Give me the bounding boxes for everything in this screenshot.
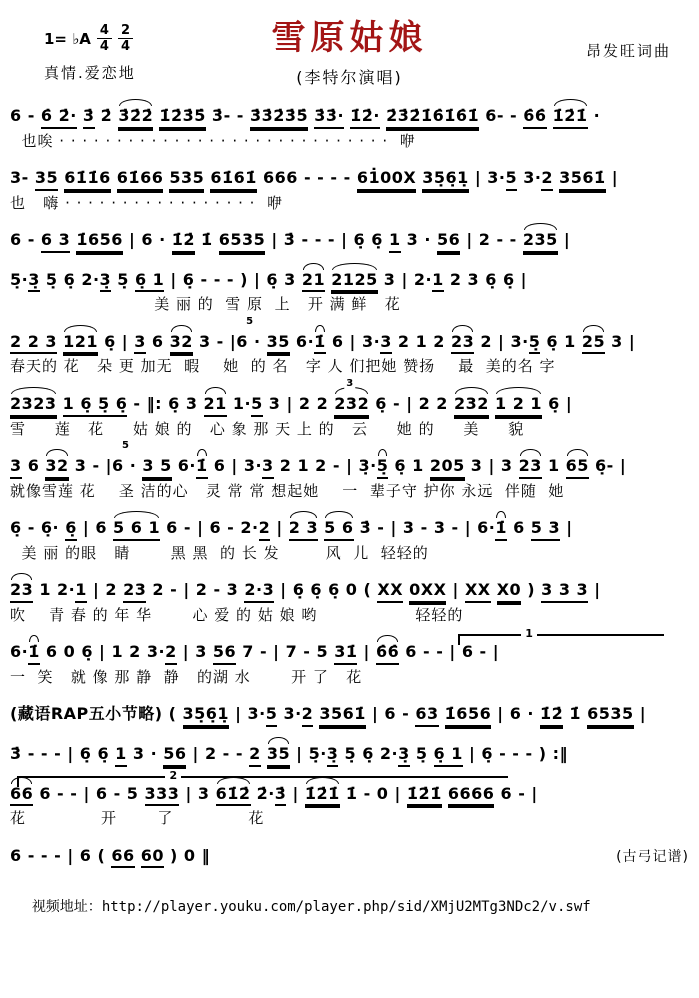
notation-segment: 6̣ 1	[135, 269, 164, 293]
notation-segment: 2̇	[94, 106, 119, 125]
notation-segment: 2 - | 2 - 3	[146, 580, 245, 600]
notation-segment: 235	[523, 229, 558, 253]
notation-segment: 3̇2̇2̇	[118, 105, 153, 129]
score-system	[10, 768, 689, 829]
notation-segment: 3 | 3	[464, 456, 519, 476]
notation-segment: 3̇ - - - | 6̣ 6̣	[10, 744, 116, 764]
notation-segment: XX	[465, 579, 491, 603]
notation-segment: 6	[145, 331, 170, 351]
time-signature-2-denominator: 4	[120, 39, 131, 54]
notation-segment: | 6 -	[365, 704, 416, 724]
score-system	[10, 220, 689, 253]
notation-segment: 6·	[10, 642, 29, 662]
notation-segment: |	[560, 518, 573, 538]
notation-segment: 1̇	[563, 704, 588, 724]
lyrics-line: 美 丽 的眼 睛 黑 黑 的 长 发 风 儿 轻轻的	[10, 543, 429, 562]
notation-segment: 35	[35, 167, 58, 191]
notation-segment: 5	[251, 393, 263, 417]
notation-segment: 63	[415, 703, 438, 727]
notation-segment: 66	[111, 845, 134, 869]
notation-segment: | 3	[176, 642, 213, 662]
notation-segment: 1̇	[314, 331, 326, 355]
notation-line	[10, 315, 689, 355]
notation-segment: 6 - |	[494, 783, 538, 803]
notation-segment: 5̣	[111, 269, 135, 289]
notation-segment: 61̇2̇	[216, 783, 251, 807]
notation-segment: 25	[582, 331, 605, 355]
score-system	[10, 440, 689, 501]
notation-segment: 3 | 2 2	[262, 393, 335, 413]
notation-segment: 3 - |	[68, 456, 113, 476]
score-system	[10, 377, 689, 439]
notation-segment: 35	[267, 743, 290, 767]
notation-segment: 6 -	[10, 230, 41, 250]
notation-segment: 1̇ - 0 |	[339, 783, 407, 803]
notation-segment: 1	[432, 269, 444, 293]
notation-segment: 5 3	[531, 517, 560, 541]
notation-segment: 2	[165, 641, 177, 665]
notation-segment: 2 1 2 - | 3̣·	[273, 456, 377, 476]
notation-segment: 2323	[10, 393, 57, 417]
notation-segment: 6̣- |	[588, 456, 627, 476]
notation-segment: XX	[377, 579, 403, 603]
notation-segment: 2	[541, 167, 553, 191]
notation-segment: 1̇656	[445, 703, 492, 727]
notation-segment: 23	[10, 579, 33, 603]
notation-segment: 6 -	[10, 106, 41, 125]
score-lines	[0, 96, 699, 868]
notation-segment: 56	[163, 743, 186, 767]
notation-segment: 2	[249, 743, 261, 767]
notation-segment: 1̇2̇	[540, 703, 563, 727]
notation-segment: 5̣ 6̣ 2·	[338, 744, 399, 764]
notation-line	[10, 96, 689, 129]
notation-segment: 23	[519, 455, 542, 479]
notation-segment: 1·	[226, 393, 252, 413]
notation-segment: - ‖: 6̣ 3	[127, 393, 204, 413]
notation-segment: 6535	[219, 229, 266, 253]
notation-segment: 3 5	[142, 455, 171, 479]
score-system	[10, 508, 689, 563]
notation-segment: 6̣ 1	[434, 743, 463, 767]
notation-segment: | 3·	[468, 168, 506, 188]
notation-segment: 6 | 3·	[325, 331, 381, 351]
notation-segment: 3·	[277, 704, 302, 724]
notation-segment: |	[270, 518, 289, 538]
notation-segment: 3 3 3	[541, 579, 588, 603]
notation-segment: 3̇	[275, 783, 287, 807]
notation-segment: | 3̇ - - - | 6̣ 6̣	[265, 230, 389, 250]
notation-segment: 1	[115, 743, 127, 767]
notation-segment: 6̣ - | 2 2	[369, 393, 455, 413]
notation-segment: 1̇656	[76, 229, 123, 253]
notation-segment: 3 |	[605, 331, 636, 351]
notation-segment: 3561̇	[319, 703, 366, 727]
notation-segment: 6̣	[65, 517, 77, 541]
lyrics-line: 美 丽 的 雪 原 上 开 满 鲜 花	[10, 295, 401, 314]
notation-segment: 0XX	[409, 579, 446, 603]
notation-segment: 56	[437, 229, 460, 253]
key-label: 1= ♭A	[44, 29, 91, 48]
video-address	[14, 880, 699, 932]
ending-bracket-label: 2	[165, 770, 181, 781]
notation-segment: 6	[21, 456, 46, 476]
expression-marking: 真情.爱恋地	[44, 64, 136, 82]
ending-bracket-2	[17, 768, 508, 787]
notation-segment: 6̣ |	[98, 331, 135, 351]
notation-segment: 5̣	[377, 455, 389, 479]
notation-segment: 232	[454, 393, 489, 417]
notation-segment: 1̇2̇1̇	[553, 105, 588, 129]
notation-segment: 2125	[331, 269, 378, 293]
notation-segment: 7 - | 7 - 5	[236, 642, 335, 662]
ending-bracket-label: 1	[521, 628, 537, 639]
notation-segment: 5 6 1	[113, 517, 160, 541]
notation-segment: 5̣	[409, 744, 434, 764]
notation-segment: 1	[389, 229, 401, 253]
notation-segment: 2 | 3·	[474, 331, 529, 351]
notation-segment: | 6̣ 6̣ 6̣ 0 (	[274, 580, 378, 600]
composer-credit: 昂发旺词曲	[585, 42, 671, 60]
notation-segment: 3̇	[83, 105, 95, 129]
notation-segment: 6̣ 1	[540, 331, 582, 351]
notation-segment: 535	[169, 167, 204, 191]
score-system	[10, 158, 689, 213]
notation-line	[10, 440, 689, 479]
song-title: 雪原姑娘	[271, 18, 428, 58]
notation-segment: 666 - - - -	[256, 168, 357, 188]
notation-segment: 3̣	[28, 269, 40, 293]
notation-small-number: 3	[346, 377, 354, 389]
notation-segment: 61̇00X	[357, 167, 416, 191]
notation-segment: 6- -	[479, 106, 524, 125]
notation-segment: 2	[302, 703, 314, 727]
notation-segment: 6̇6̇	[376, 641, 399, 665]
notation-segment: 2̇3̇2̇1̇6̇1̇6̇1̇	[386, 105, 479, 129]
notation-segment: 333	[145, 783, 180, 807]
score-header	[0, 0, 699, 96]
notation-segment: |	[588, 580, 601, 600]
notation-segment: 5 6	[324, 517, 353, 541]
notation-segment: 3 ·	[126, 744, 164, 764]
notation-segment: 1	[75, 579, 87, 603]
notation-line	[10, 734, 689, 767]
notation-segment: 6	[507, 518, 531, 538]
notation-segment: |	[557, 230, 571, 250]
notation-segment: 6̣ - 6̣·	[10, 518, 66, 538]
notation-segment: | 2 - -	[460, 230, 523, 250]
notation-segment: 2 3	[289, 517, 318, 541]
notation-line	[10, 836, 689, 869]
notation-segment: | 6 ·	[491, 704, 541, 724]
score-system	[10, 315, 689, 377]
notation-segment: 1̇	[28, 641, 40, 665]
notation-segment: 5	[506, 167, 518, 191]
notation-segment: |	[633, 704, 647, 724]
lyrics-line: 吹 青 春 的 年 华 心 爱 的 姑 娘 哟 轻轻的	[10, 605, 464, 624]
notation-line	[10, 220, 689, 253]
notation-annotation: (古弓记谱)	[616, 848, 689, 865]
notation-segment: 6535	[587, 703, 634, 727]
notation-segment: 5̣ 6̣ 2·	[39, 269, 100, 289]
notation-segment: | 3	[179, 783, 216, 803]
notation-segment: 3̣	[327, 743, 339, 767]
notation-segment: 32	[45, 455, 68, 479]
notation-segment: 31̇	[334, 641, 357, 665]
notation-segment: 6 | 3·	[207, 456, 263, 476]
notation-segment: 61̇1̇6	[64, 167, 111, 191]
notation-segment: | 5̣·	[290, 744, 327, 764]
lyrics-line: 花 开 了 花	[10, 809, 265, 828]
notation-segment: 2 2 3	[10, 331, 57, 355]
notation-segment: | 2	[86, 580, 124, 600]
time-signature-1-numerator: 4	[97, 24, 112, 39]
notation-segment: 6̇ 2̇·	[41, 105, 77, 129]
notation-line	[10, 260, 689, 293]
notation-segment: 6̣ |	[542, 393, 573, 413]
notation-segment: |	[286, 783, 305, 803]
score-system	[10, 570, 689, 625]
notation-segment: |	[446, 580, 465, 600]
notation-segment: 3 | 2·	[377, 269, 433, 289]
score-system	[10, 694, 689, 727]
notation-segment: 2̇·	[250, 783, 275, 803]
video-address-label: 视频地址：	[31, 899, 102, 916]
score-system	[10, 260, 689, 315]
notation-segment: |	[605, 168, 619, 188]
notation-segment: 6666	[448, 783, 495, 807]
notation-segment: X0	[497, 579, 521, 603]
lyrics-line: 雪 莲 花 姑 娘 的 心 象 那 天 上 的 云 她 的 美 貌	[10, 419, 525, 438]
video-url: http://player.youku.com/player.php/sid/XMjU2MTg3NDc2/v.swf	[101, 899, 591, 916]
notation-segment: | 6	[76, 518, 114, 538]
notation-segment: 56	[213, 641, 236, 665]
notation-segment: 3-	[10, 168, 35, 188]
notation-segment: 6 · 5	[236, 315, 267, 351]
notation-segment: ) 0 ‖	[163, 845, 211, 865]
score-system	[10, 96, 689, 151]
time-signature-1-denominator: 4	[99, 39, 109, 54]
notation-line	[10, 508, 689, 541]
notation-segment: | 6̣ - - - ) | 6̣ 3	[164, 269, 302, 289]
notation-segment: 5	[266, 703, 278, 727]
notation-segment: 5̣·	[10, 269, 29, 289]
notation-segment: 3̇3̇·	[314, 105, 344, 129]
notation-segment: 6 - - - | 6 (	[10, 845, 112, 865]
notation-segment: 23	[451, 331, 474, 355]
notation-segment: 35̣6̣1̣	[422, 167, 469, 191]
notation-segment: 65	[566, 455, 589, 479]
notation-segment: 6̇6̇	[523, 105, 546, 129]
notation-segment: 6 · 5	[112, 440, 143, 476]
notation-segment: 5̣	[529, 331, 541, 355]
notation-small-number: 5	[121, 440, 130, 452]
lyrics-line: 就像雪莲 花 圣 洁的心 灵 常 常 想起她 一 辈子守 护你 永远 伴随 她	[10, 481, 565, 500]
notation-segment: 3 ·	[400, 230, 437, 250]
notation-segment: 232 3	[334, 393, 369, 417]
notation-segment: 3	[380, 331, 392, 355]
notation-segment: 61̇61̇	[210, 167, 257, 191]
notation-segment: 2 1 2	[391, 331, 452, 351]
notation-line	[10, 694, 689, 727]
notation-segment: 2	[259, 517, 271, 541]
notation-segment: 6 0 6̣ | 1 2 3·	[39, 642, 166, 662]
notation-segment: ·	[587, 106, 601, 125]
notation-segment: 1 2·	[33, 580, 76, 600]
notation-segment: 1̇2̇3̇5̇	[159, 105, 206, 129]
notation-segment: 1̇2̇1̇	[407, 783, 442, 807]
notation-line	[10, 377, 689, 417]
notation-segment: 2 3 6̣ 6̣ |	[443, 269, 527, 289]
notation-segment: | 6 ·	[122, 230, 172, 250]
notation-line	[10, 570, 689, 603]
notation-segment: 66	[10, 783, 33, 807]
notation-segment: 6 3	[41, 229, 70, 253]
notation-segment: 3̣	[398, 743, 410, 767]
notation-segment: 205	[430, 455, 465, 479]
notation-segment: 3̇- -	[205, 106, 250, 125]
time-signature-2-numerator: 2	[118, 24, 133, 39]
notation-segment: | 6̣ - - - ) :‖	[462, 744, 568, 764]
notation-segment: 1̇2̇	[172, 229, 195, 253]
notation-segment: 121	[63, 331, 98, 355]
notation-segment: )	[521, 580, 542, 600]
notation-segment: 1̇	[196, 455, 208, 479]
notation-segment: 60	[141, 845, 164, 869]
notation-segment: 3	[10, 455, 22, 479]
notation-segment: |	[357, 642, 376, 662]
notation-segment: 6·	[289, 331, 315, 351]
notation-segment: (藏语RAP五小节略) (	[10, 704, 183, 724]
notation-segment: 32	[170, 331, 193, 355]
notation-segment: 3561̇	[559, 167, 606, 191]
score-system	[10, 627, 689, 687]
notation-segment: 35	[267, 331, 290, 355]
notation-segment: 61̇66	[117, 167, 164, 191]
notation-segment: 1	[541, 456, 566, 476]
notation-segment: 21	[302, 269, 325, 293]
notation-segment: 3	[134, 331, 146, 355]
notation-segment: 1̇2̇·	[350, 105, 380, 129]
notation-segment: 1 2 1	[495, 393, 542, 417]
ending-bracket-1	[458, 627, 664, 645]
notation-segment: 3̇3̇2̇3̇5̇	[250, 105, 308, 129]
notation-segment: 1 6̣ 5̣ 6̣	[63, 393, 128, 417]
notation-segment: 3̣	[100, 269, 112, 293]
notation-segment: 6·	[171, 456, 196, 476]
lyrics-line: 一 笑 就 像 那 静 静 的湖 水 开 了 花	[10, 667, 363, 686]
notation-segment: 6 - - | 6 - 5	[33, 783, 145, 803]
notation-segment: 2·3	[244, 579, 274, 603]
notation-segment: 3 - |	[192, 331, 237, 351]
notation-segment: 1̇	[194, 230, 219, 250]
notation-segment: 3̇ - | 3 - 3 - | 6·	[353, 518, 496, 538]
notation-segment: 23	[123, 579, 146, 603]
lyrics-line: 春天的 花 朵 更 加无 暇 她 的 名 字 人 们把她 赞扬 最 美的名 字	[10, 357, 556, 376]
notation-segment: 1̇2̇1̇	[305, 783, 340, 807]
notation-segment: 35̣6̣1̣	[183, 703, 230, 727]
notation-segment: | 3·	[229, 704, 266, 724]
notation-segment: 3·	[517, 168, 542, 188]
notation-segment: | 2 - -	[186, 744, 250, 764]
notation-small-number: 5	[246, 315, 254, 327]
notation-line	[10, 158, 689, 191]
lyrics-line: 也 嗨 · · · · · · · · · · · · · · · · · 咿	[10, 193, 283, 212]
score-system	[10, 734, 689, 767]
score-system	[10, 836, 689, 869]
performer: (李特尔演唱)	[296, 68, 403, 87]
notation-segment: 3	[262, 455, 274, 479]
lyrics-line: 也唉 · · · · · · · · · · · · · · · · · · · · · · · · · · · · · 咿	[10, 131, 416, 150]
notation-segment: 6 - - | 6 - |	[399, 642, 500, 662]
notation-segment: 21	[204, 393, 227, 417]
notation-segment: 6 - | 6 - 2·	[160, 518, 259, 538]
notation-segment: 1̇	[495, 517, 507, 541]
notation-segment: 6̣ 1	[388, 456, 430, 476]
